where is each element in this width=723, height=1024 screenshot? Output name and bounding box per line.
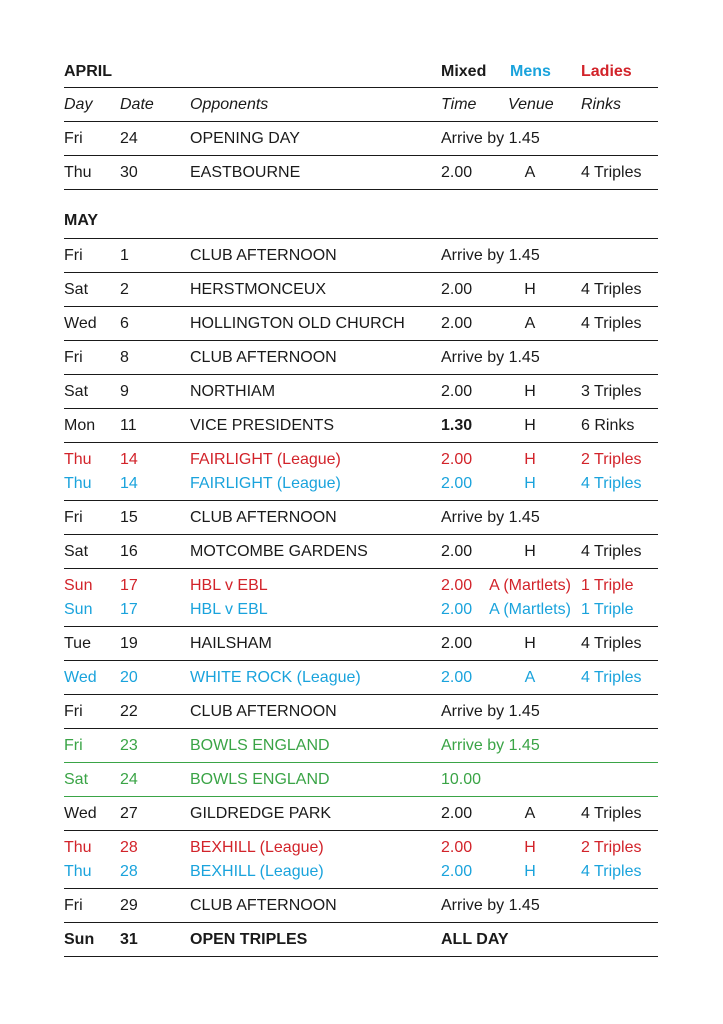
cell-day: Sun xyxy=(64,577,93,594)
cell-venue: A (Martlets) xyxy=(489,601,571,618)
table-row xyxy=(64,763,658,797)
cell-opponents: CLUB AFTERNOON xyxy=(190,247,337,264)
cell-rinks: 4 Triples xyxy=(581,475,642,492)
cell-time: Arrive by 1.45 xyxy=(441,703,540,720)
cell-day: Fri xyxy=(64,897,83,914)
cell-venue: H xyxy=(524,417,536,434)
cell-opponents: HERSTMONCEUX xyxy=(190,281,327,298)
cell-venue: H xyxy=(524,635,536,652)
cell-opponents: EASTBOURNE xyxy=(190,164,301,181)
cell-rinks: 4 Triples xyxy=(581,164,642,181)
cell-day: Fri xyxy=(64,130,83,147)
cell-opponents: HOLLINGTON OLD CHURCH xyxy=(190,315,405,332)
cell-opponents: MOTCOMBE GARDENS xyxy=(190,543,368,560)
cell-time: 10.00 xyxy=(441,771,482,788)
fixture-line xyxy=(64,414,658,438)
cell-rinks: 4 Triples xyxy=(581,635,642,652)
cell-venue: A xyxy=(524,164,536,181)
cell-day: Thu xyxy=(64,164,92,181)
fixture-line xyxy=(64,768,658,792)
cell-venue: H xyxy=(524,839,536,856)
cell-date: 28 xyxy=(120,839,138,856)
cell-date: 14 xyxy=(120,475,138,492)
fixture-line xyxy=(64,346,658,370)
cell-time: 2.00 xyxy=(441,805,473,822)
cell-day: Tue xyxy=(64,635,91,652)
cell-date: 31 xyxy=(120,931,138,948)
table-row xyxy=(64,889,658,923)
table-row xyxy=(64,273,658,307)
cell-venue: A xyxy=(524,315,536,332)
fixtures-page xyxy=(64,56,658,957)
fixture-line xyxy=(64,244,658,268)
cell-day: Thu xyxy=(64,839,92,856)
table-row xyxy=(64,375,658,409)
april-header-row xyxy=(64,56,658,88)
cell-date: 8 xyxy=(120,349,129,366)
cell-time: 2.00 xyxy=(441,315,473,332)
fixture-line xyxy=(64,928,658,952)
cell-day: Wed xyxy=(64,805,97,822)
cell-rinks: 4 Triples xyxy=(581,543,642,560)
cell-rinks: 2 Triples xyxy=(581,451,642,468)
cell-venue: H xyxy=(524,543,536,560)
cell-day: Sun xyxy=(64,931,95,948)
cell-opponents: OPEN TRIPLES xyxy=(190,931,308,948)
cell-time: Arrive by 1.45 xyxy=(441,349,540,366)
fixture-line xyxy=(64,734,658,758)
cell-time: 2.00 xyxy=(441,863,473,880)
cell-day: Fri xyxy=(64,509,83,526)
cell-time: Arrive by 1.45 xyxy=(441,509,540,526)
table-row xyxy=(64,729,658,763)
cell-opponents: HBL v EBL xyxy=(190,601,268,618)
cell-date: 27 xyxy=(120,805,138,822)
cell-venue: A (Martlets) xyxy=(489,577,571,594)
table-row xyxy=(64,156,658,190)
cell-opponents: GILDREDGE PARK xyxy=(190,805,332,822)
legend-mens: Mens xyxy=(510,63,551,80)
table-row xyxy=(64,695,658,729)
cell-opponents: VICE PRESIDENTS xyxy=(190,417,335,434)
cell-opponents: CLUB AFTERNOON xyxy=(190,509,337,526)
cell-rinks: 1 Triple xyxy=(581,601,634,618)
cell-venue: H xyxy=(524,475,536,492)
cell-day: Sat xyxy=(64,383,89,400)
cell-date: 6 xyxy=(120,315,129,332)
cell-time: 2.00 xyxy=(441,164,473,181)
cell-time: ALL DAY xyxy=(441,931,509,948)
col-day: Day xyxy=(64,96,93,113)
cell-day: Thu xyxy=(64,863,92,880)
fixture-line xyxy=(64,472,658,496)
cell-opponents: BEXHILL (League) xyxy=(190,863,324,880)
col-opponents: Opponents xyxy=(190,96,269,113)
cell-date: 24 xyxy=(120,771,138,788)
table-row-group xyxy=(64,443,658,501)
col-time: Time xyxy=(441,96,477,113)
cell-rinks: 6 Rinks xyxy=(581,417,635,434)
col-rinks: Rinks xyxy=(581,96,622,113)
cell-time: 2.00 xyxy=(441,543,473,560)
cell-date: 11 xyxy=(120,417,137,434)
cell-date: 14 xyxy=(120,451,138,468)
cell-day: Fri xyxy=(64,703,83,720)
table-row xyxy=(64,535,658,569)
cell-date: 23 xyxy=(120,737,138,754)
cell-time: 2.00 xyxy=(441,383,473,400)
may-fixtures-list xyxy=(64,239,658,957)
fixture-line xyxy=(64,540,658,564)
cell-opponents: BOWLS ENGLAND xyxy=(190,771,330,788)
fixture-line xyxy=(64,598,658,622)
fixture-line xyxy=(64,802,658,826)
cell-time: 2.00 xyxy=(441,281,473,298)
cell-rinks: 4 Triples xyxy=(581,805,642,822)
cell-date: 28 xyxy=(120,863,138,880)
cell-venue: H xyxy=(524,451,536,468)
cell-day: Thu xyxy=(64,475,92,492)
fixture-line xyxy=(64,700,658,724)
cell-day: Mon xyxy=(64,417,96,434)
cell-rinks: 3 Triples xyxy=(581,383,642,400)
cell-rinks: 4 Triples xyxy=(581,315,642,332)
table-row xyxy=(64,923,658,957)
fixture-line xyxy=(64,380,658,404)
table-row xyxy=(64,627,658,661)
cell-time: Arrive by 1.45 xyxy=(441,247,540,264)
col-venue: Venue xyxy=(508,96,554,113)
fixture-line xyxy=(64,278,658,302)
fixture-line xyxy=(64,448,658,472)
fixture-line xyxy=(64,894,658,918)
cell-opponents: FAIRLIGHT (League) xyxy=(190,475,341,492)
cell-venue: A xyxy=(524,669,536,686)
table-row xyxy=(64,307,658,341)
may-header-row xyxy=(64,190,658,239)
cell-time: 2.00 xyxy=(441,451,473,468)
cell-rinks: 4 Triples xyxy=(581,863,642,880)
cell-time: 1.30 xyxy=(441,417,473,434)
month-title-april: APRIL xyxy=(64,63,112,80)
cell-date: 19 xyxy=(120,635,138,652)
table-row xyxy=(64,341,658,375)
cell-opponents: HBL v EBL xyxy=(190,577,268,594)
cell-date: 16 xyxy=(120,543,138,560)
cell-venue: H xyxy=(524,281,536,298)
cell-rinks: 4 Triples xyxy=(581,669,642,686)
cell-date: 30 xyxy=(120,164,138,181)
cell-day: Wed xyxy=(64,669,97,686)
cell-date: 20 xyxy=(120,669,138,686)
cell-opponents: BOWLS ENGLAND xyxy=(190,737,330,754)
cell-day: Fri xyxy=(64,737,83,754)
cell-opponents: HAILSHAM xyxy=(190,635,272,652)
cell-day: Thu xyxy=(64,451,92,468)
cell-opponents: WHITE ROCK (League) xyxy=(190,669,361,686)
legend-mixed: Mixed xyxy=(441,63,487,80)
fixture-line xyxy=(64,506,658,530)
cell-time: 2.00 xyxy=(441,577,473,594)
cell-date: 22 xyxy=(120,703,138,720)
legend-ladies: Ladies xyxy=(581,63,632,80)
fixture-line xyxy=(64,860,658,884)
cell-date: 29 xyxy=(120,897,138,914)
cell-venue: A xyxy=(524,805,536,822)
table-row-group xyxy=(64,569,658,627)
cell-time: 2.00 xyxy=(441,601,473,618)
cell-opponents: OPENING DAY xyxy=(190,130,300,147)
fixture-line xyxy=(64,666,658,690)
cell-opponents: CLUB AFTERNOON xyxy=(190,897,337,914)
fixture-line xyxy=(64,632,658,656)
month-title-may: MAY xyxy=(64,212,99,229)
table-row xyxy=(64,797,658,831)
fixture-line xyxy=(64,312,658,336)
cell-time: 2.00 xyxy=(441,475,473,492)
cell-time: Arrive by 1.45 xyxy=(441,897,540,914)
cell-date: 2 xyxy=(120,281,129,298)
cell-day: Sat xyxy=(64,543,89,560)
cell-rinks: 4 Triples xyxy=(581,281,642,298)
cell-opponents: CLUB AFTERNOON xyxy=(190,703,337,720)
cell-date: 9 xyxy=(120,383,129,400)
cell-time: 2.00 xyxy=(441,635,473,652)
cell-opponents: NORTHIAM xyxy=(190,383,276,400)
fixture-line xyxy=(64,574,658,598)
cell-date: 1 xyxy=(120,247,129,264)
table-row-group xyxy=(64,831,658,889)
cell-opponents: FAIRLIGHT (League) xyxy=(190,451,341,468)
column-header-row xyxy=(64,88,658,122)
cell-venue: H xyxy=(524,863,536,880)
table-row xyxy=(64,409,658,443)
fixture-line xyxy=(64,836,658,860)
cell-date: 17 xyxy=(120,577,138,594)
cell-time: Arrive by 1.45 xyxy=(441,737,540,754)
cell-day: Sun xyxy=(64,601,93,618)
table-row xyxy=(64,239,658,273)
cell-day: Fri xyxy=(64,247,83,264)
cell-day: Sat xyxy=(64,771,89,788)
table-row xyxy=(64,661,658,695)
table-row xyxy=(64,122,658,156)
cell-date: 15 xyxy=(120,509,138,526)
cell-time: 2.00 xyxy=(441,839,473,856)
cell-day: Sat xyxy=(64,281,89,298)
cell-time: 2.00 xyxy=(441,669,473,686)
cell-venue: H xyxy=(524,383,536,400)
cell-time: Arrive by 1.45 xyxy=(441,130,540,147)
cell-day: Fri xyxy=(64,349,83,366)
col-date: Date xyxy=(120,96,154,113)
cell-day: Wed xyxy=(64,315,97,332)
cell-date: 24 xyxy=(120,130,138,147)
cell-rinks: 1 Triple xyxy=(581,577,634,594)
cell-opponents: CLUB AFTERNOON xyxy=(190,349,337,366)
cell-date: 17 xyxy=(120,601,138,618)
cell-opponents: BEXHILL (League) xyxy=(190,839,324,856)
table-row xyxy=(64,501,658,535)
cell-rinks: 2 Triples xyxy=(581,839,642,856)
